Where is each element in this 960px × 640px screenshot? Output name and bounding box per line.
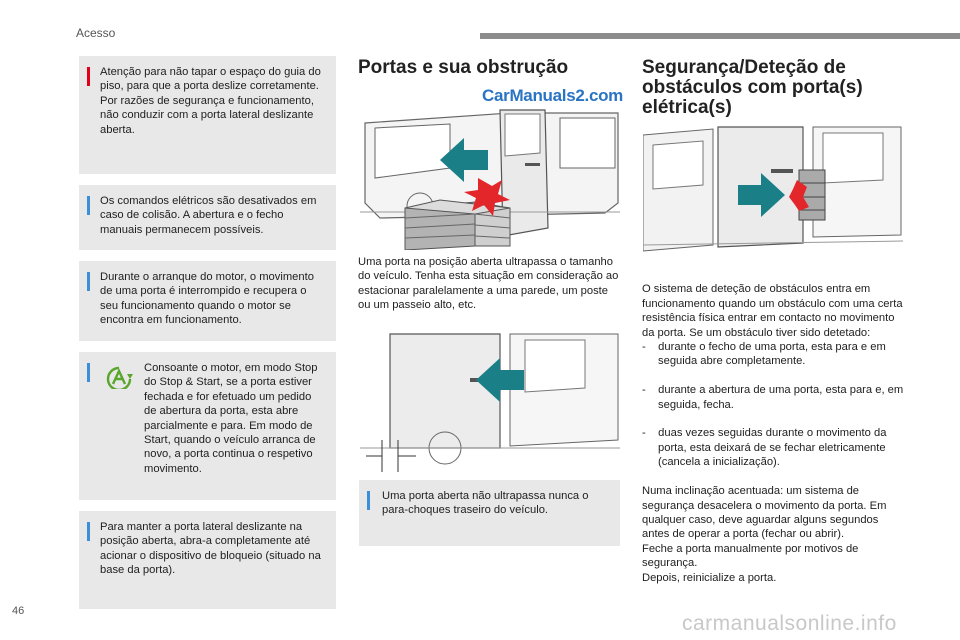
info-note-collision — [79, 185, 336, 250]
title-line: elétrica(s) — [642, 97, 732, 118]
warning-note-floor-guide — [79, 56, 336, 174]
title-line: Segurança/Deteção de — [642, 57, 846, 78]
note-text: Os comandos elétricos são desativados em caso de colisão. A abertura e o fecho manuais permanecem possíveis. — [100, 195, 317, 236]
header-bar — [480, 33, 960, 39]
watermark-footer: carmanualsonline.info — [682, 612, 897, 635]
info-note-bumper — [359, 480, 620, 546]
info-icon — [87, 363, 90, 382]
note-text: Consoante o motor, em modo Stop do Stop & Start, se a porta estiver fechada e for efetuado um pedido de abertura da porta, esta abre parcialmente e para. Em modo de Start, quando o veículo arranca de novo, a porta continua o respetivo movimento. — [144, 362, 318, 475]
section-title-obstacle-detection — [642, 58, 863, 118]
note-text: Para manter a porta lateral deslizante na posição aberta, abra-a completamente até acionar o dispositivo de bloqueio (situado na base da porta). — [100, 521, 321, 577]
info-icon — [87, 522, 90, 541]
watermark-carmanuals: CarManuals2.com — [482, 86, 623, 105]
illustration-door-bumper — [360, 330, 620, 472]
page-number: 46 — [12, 605, 25, 617]
note-text: Uma porta aberta não ultrapassa nunca o para-choques traseiro do veículo. — [382, 490, 589, 517]
outro-text: Numa inclinação acentuada: um sistema de segurança desacelera o movimento da porta. Em qualquer caso, deve aguardar alguns segundos antes de operar a porta (fechar ou abrir). Feche a porta manualmente por motivos de segurança. Depois, reinicialize a porta. — [642, 485, 887, 584]
paragraph-obstacle-detection — [642, 268, 904, 585]
illustration-open-door-wall — [360, 108, 620, 250]
info-note-stop-start — [79, 352, 336, 500]
section-title-doors-obstruction: Portas e sua obstrução — [358, 57, 569, 78]
note-text: Atenção para não tapar o espaço do guia do piso, para que a porta deslize corretamente. Por razões de segurança e funcionamento, não conduzir com a porta lateral deslizante aberta. — [100, 66, 321, 136]
info-icon — [87, 196, 90, 215]
info-icon — [87, 272, 90, 291]
list-item: - duas vezes seguidas durante o movimento da porta, esta deixará de se fechar eletricamente (cancela a inicialização). — [642, 427, 887, 469]
list-item: - durante a abertura de uma porta, esta para e, em seguida, fecha. — [642, 384, 904, 411]
note-text: Durante o arranque do motor, o movimento de uma porta é interrompido e recupera o seu funcionamento quando o motor se encontra em funcionamento. — [100, 271, 314, 327]
info-note-lock-open — [79, 511, 336, 609]
paragraph-door-size: Uma porta na posição aberta ultrapassa o tamanho do veículo. Tenha esta situação em consideração ao estacionar paralelamente a uma parede, um poste ou um passeio alto, etc. — [358, 256, 619, 312]
title-line: obstáculos com porta(s) — [642, 77, 863, 98]
warning-icon — [87, 67, 90, 86]
info-icon — [367, 491, 370, 510]
info-note-engine-start — [79, 261, 336, 341]
stop-start-icon — [103, 365, 135, 389]
illustration-obstacle-detection — [643, 125, 903, 263]
intro-text: O sistema de deteção de obstáculos entra em funcionamento quando um obstáculo com uma certa resistência física entrar em contacto no movimento da porta. Se um obstáculo tiver sido detetado: — [642, 283, 903, 339]
section-label: Acesso — [76, 26, 116, 40]
list-item: - durante o fecho de uma porta, esta para e em seguida abre completamente. — [642, 341, 886, 368]
